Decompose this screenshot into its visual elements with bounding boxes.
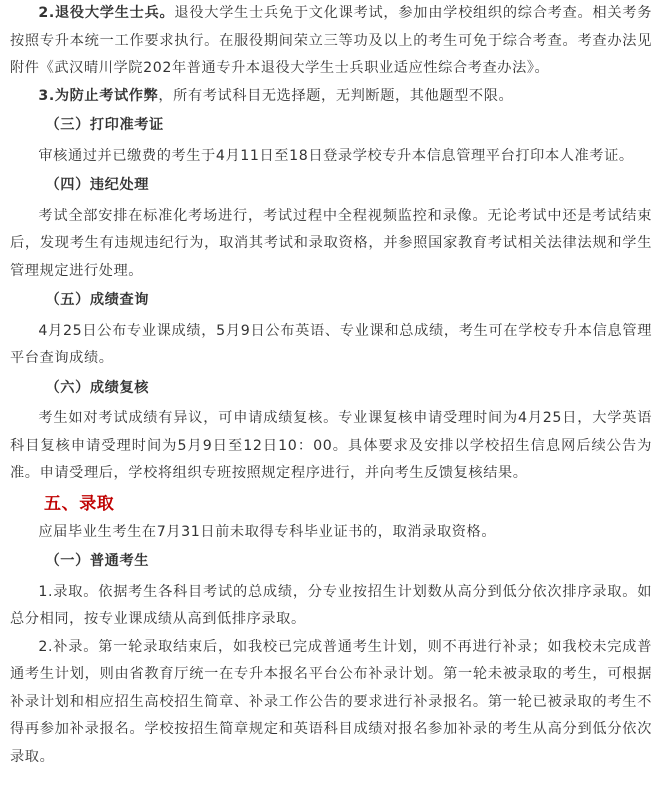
section-title-admission: 五、录取 [44, 493, 115, 514]
heading-score-review: （六）成绩复核 [45, 379, 150, 396]
veteran-text: 退役大学生士兵免于文化课考试，参加由学校组织的综合考查。相关考务按照专升本统一工作要求执行。在服役期间荣立三等功及以上的考生可免于综合考查。考查办法见附件《武汉晴川学院202年普通专升本退役大学生士兵职业适应性综合考查办法》。 [10, 5, 652, 76]
paragraph-score-query: 4月25日公布专业课成绩，5月9日公布英语、专业课和总成绩，考生可在学校专升本信息管理平台查询成绩。 [10, 322, 652, 366]
heading-print-admission-ticket: （三）打印准考证 [45, 117, 164, 133]
paragraph-admission-intro: 应届毕业生考生在7月31日前未取得专科毕业证书的，取消录取资格。 [38, 523, 497, 540]
anticheat-text: ，所有考试科目无选择题，无判断题，其他题型不限。 [158, 87, 514, 104]
paragraph-veteran-students [10, 0, 652, 83]
anticheat-lead: 3.为防止考试作弊 [38, 87, 159, 104]
paragraph-violation-handling: 考试全部安排在标准化考场进行，考试过程中全程视频监控和录像。无论考试中还是考试结束后，发现考生有违规违纪行为，取消其考试和录取资格，并参照国家教育考试相关法律法规和学生管理规定进行处理。 [10, 207, 652, 279]
heading-violation-handling: （四）违纪处理 [45, 177, 150, 193]
paragraph-score-review: 考生如对考试成绩有异议，可申请成绩复核。专业课复核申请受理时间为4月25日，大学英语科目复核申请受理时间为5月9日至12日10：00。具体要求及安排以学校招生信息网后续公告为准。申请受理后，学校将组织专班按照规定程序进行，并向考生反馈复核结果。 [10, 410, 652, 481]
heading-score-query: （五）成绩查询 [45, 292, 150, 308]
veteran-lead: 2.退役大学生士兵。 [38, 5, 175, 21]
paragraph-print-admission-ticket: 审核通过并已缴费的考生于4月11日至18日登录学校专升本信息管理平台打印本人准考证。 [38, 147, 634, 164]
heading-regular-candidates: （一）普通考生 [45, 553, 150, 569]
paragraph-admission-rule: 1.录取。依据考生各科目考试的总成绩，分专业按招生计划数从高分到低分依次排序录取。如总分相同，按专业课成绩从高到低排序录取。 [10, 583, 652, 627]
paragraph-anti-cheating [10, 83, 652, 111]
paragraph-supplementary-admission: 2.补录。第一轮录取结束后，如我校已完成普通考生计划，则不再进行补录；如我校未完成普通考生计划，则由省教育厅统一在专升本报名平台公布补录计划。第一轮未被录取的考生，可根据补录计划和相应招生高校招生简章、补录工作公告的要求进行补录报名。第一轮已被录取的考生不得再参加补录报名。学校按招生简章规定和英语科目成绩对报名参加补录的考生从高分到低分依次录取。 [10, 638, 652, 765]
